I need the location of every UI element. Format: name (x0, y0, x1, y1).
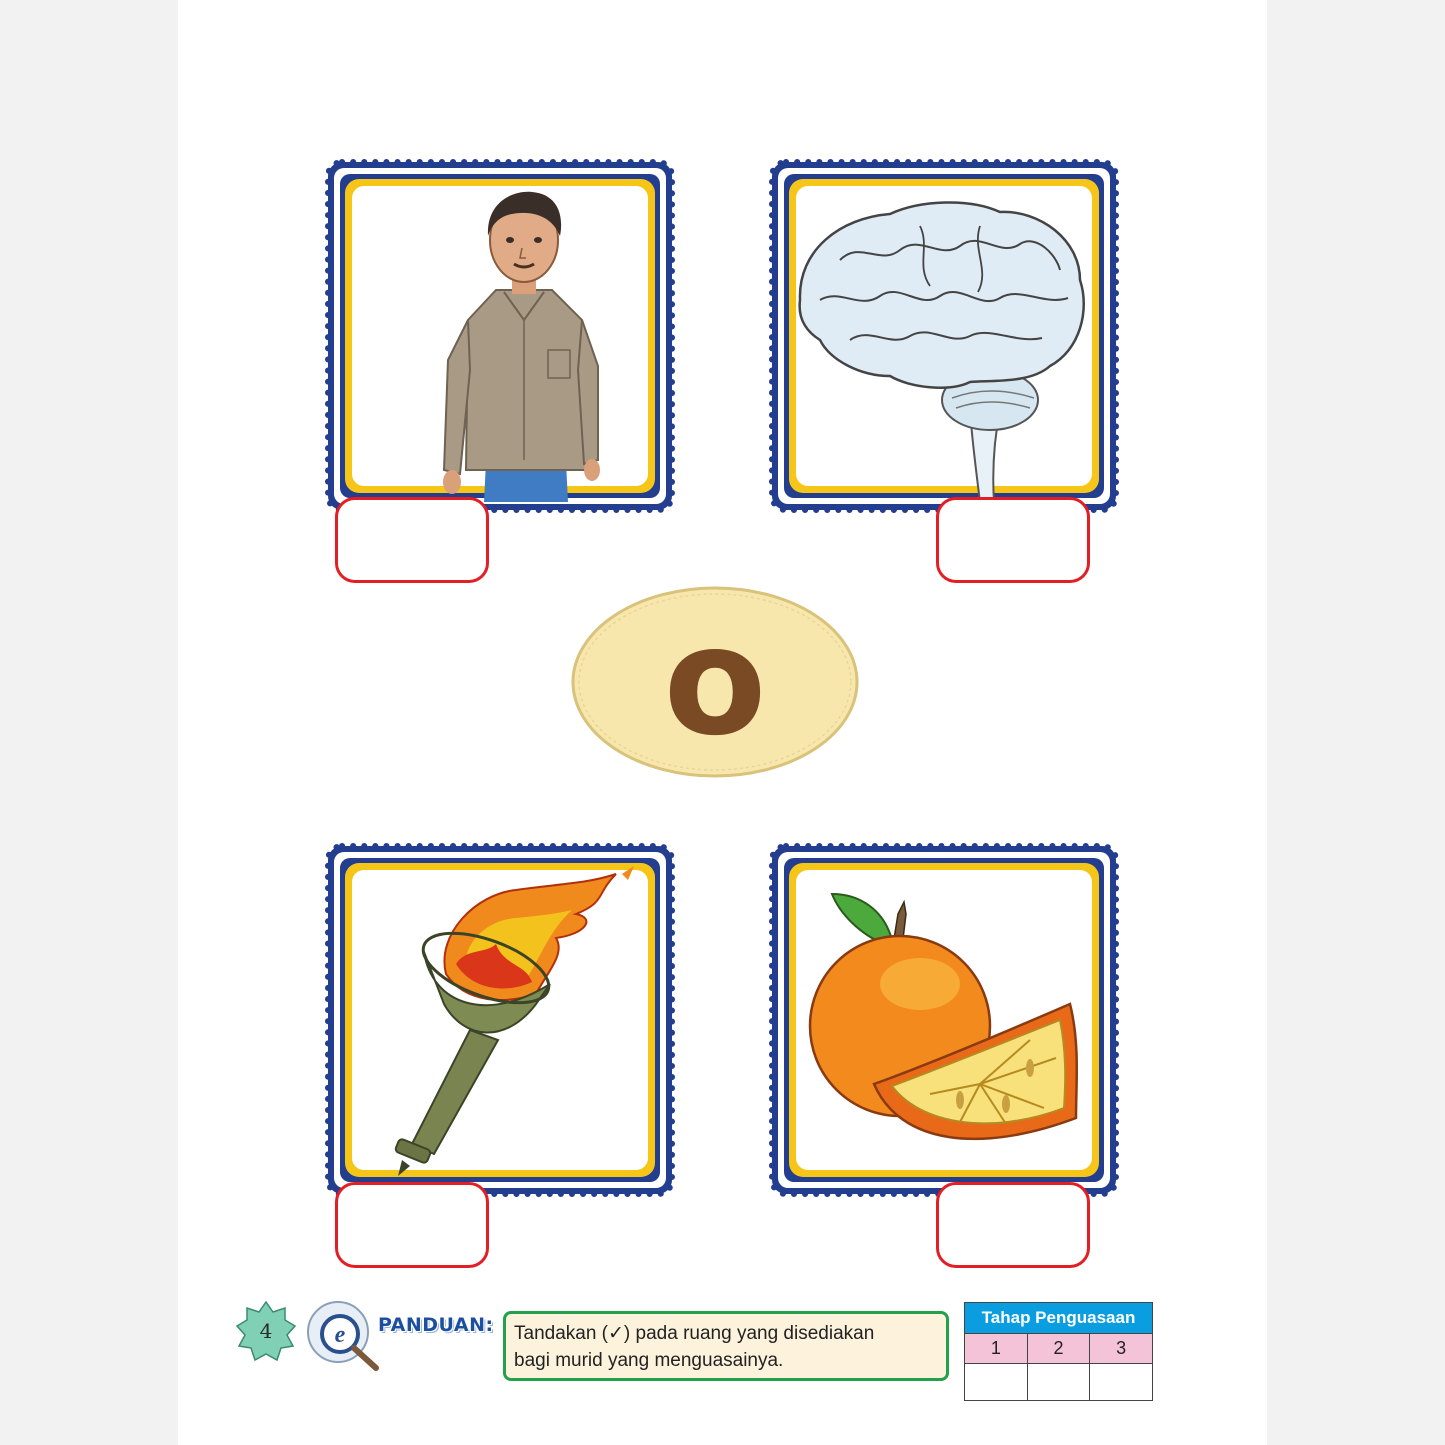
brain-illustration (780, 170, 1108, 502)
answer-box-orange[interactable] (936, 1182, 1090, 1268)
instruction-line-1: Tandakan (✓) pada ruang yang disediakan (514, 1323, 875, 1344)
orange-illustration (780, 854, 1108, 1186)
instruction-line-2: bagi murid yang menguasainya. (514, 1350, 784, 1371)
instruction-box (503, 1311, 949, 1381)
mastery-check-3[interactable] (1090, 1364, 1153, 1401)
torch-illustration (336, 854, 664, 1186)
mastery-level-1: 1 (965, 1334, 1028, 1364)
page-number: 4 (259, 1319, 273, 1343)
picture-card-torch (322, 840, 678, 1200)
picture-card-orange (766, 840, 1122, 1200)
guide-label: PANDUAN: (378, 1314, 494, 1336)
answer-box-man[interactable] (335, 497, 489, 583)
picture-card-man (322, 156, 678, 516)
answer-box-torch[interactable] (335, 1182, 489, 1268)
mastery-check-1[interactable] (965, 1364, 1028, 1401)
mastery-level-3: 3 (1090, 1334, 1153, 1364)
target-letter: o (663, 595, 767, 769)
answer-box-brain[interactable] (936, 497, 1090, 583)
mastery-table (964, 1302, 1153, 1401)
magnifier-e-icon (302, 1298, 402, 1374)
svg-text:e: e (334, 1322, 346, 1348)
man-illustration (336, 170, 664, 502)
picture-card-brain (766, 156, 1122, 516)
mastery-title: Tahap Penguasaan (965, 1303, 1153, 1334)
mastery-check-2[interactable] (1027, 1364, 1090, 1401)
mastery-level-2: 2 (1027, 1334, 1090, 1364)
